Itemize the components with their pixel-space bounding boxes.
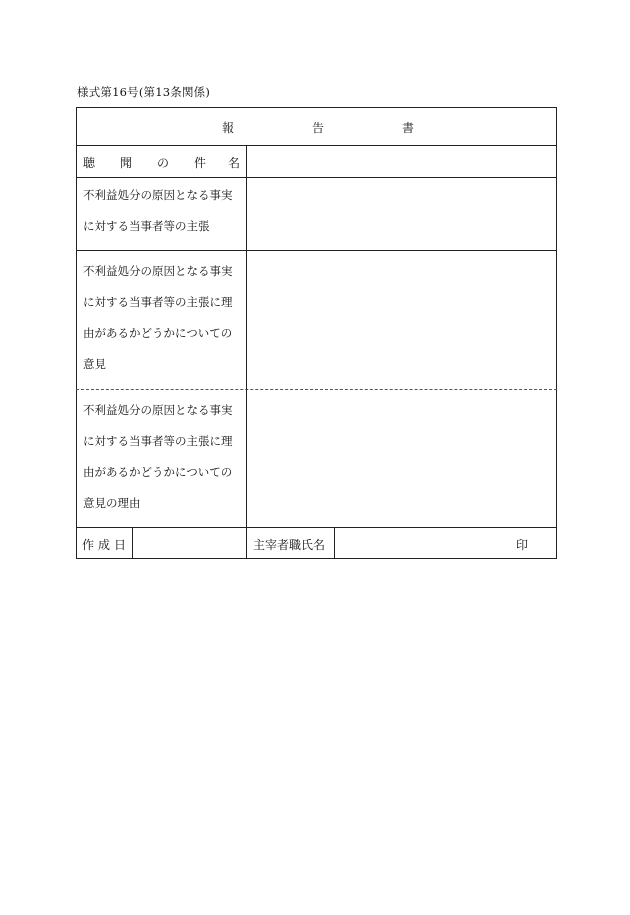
border-bottom [76,558,557,559]
label-char: 聴 [83,156,96,170]
label-char: 作 [82,538,95,552]
label-line: 意見 [83,357,106,371]
date-label [76,536,132,552]
form-caption: 様式第16号(第13条関係) [77,85,211,99]
form-title [76,107,557,145]
label-char: 日 [114,538,127,552]
label-line: 由があるかどうかについての [83,465,233,479]
seal-mark: 印 [516,538,529,552]
label-line: 不利益処分の原因となる事実 [83,264,233,278]
border-right [556,107,557,559]
label-line: に対する当事者等の主張に理 [83,295,233,309]
opinion-reason-label [83,395,233,519]
label-char: 聞 [120,156,133,170]
label-char: の [157,156,170,170]
label-line: 不利益処分の原因となる事実 [83,188,233,202]
case-name-label [76,154,246,170]
case-name-field[interactable] [247,146,556,177]
label-line: 不利益処分の原因となる事実 [83,403,233,417]
opinion-label [83,256,233,380]
label-line: に対する当事者等の主張に理 [83,434,233,448]
opinion-reason-field[interactable] [247,390,556,527]
title-char: 報 [222,121,235,135]
report-form [76,107,557,559]
label-char: 成 [98,538,111,552]
claim-label [83,180,233,242]
label-char: 件 [194,156,207,170]
title-char: 告 [312,121,325,135]
opinion-field[interactable] [247,251,556,389]
title-char: 書 [402,121,415,135]
label-line: に対する当事者等の主張 [83,219,210,233]
border-left [76,107,77,559]
bottom-mid-divider [246,527,247,559]
label-line: 由があるかどうかについての [83,326,233,340]
claim-field[interactable] [247,178,556,250]
label-line: 意見の理由 [83,496,141,510]
label-char: 名 [228,156,241,170]
date-field[interactable] [133,528,246,558]
presider-label: 主宰者職氏名 [253,538,326,552]
